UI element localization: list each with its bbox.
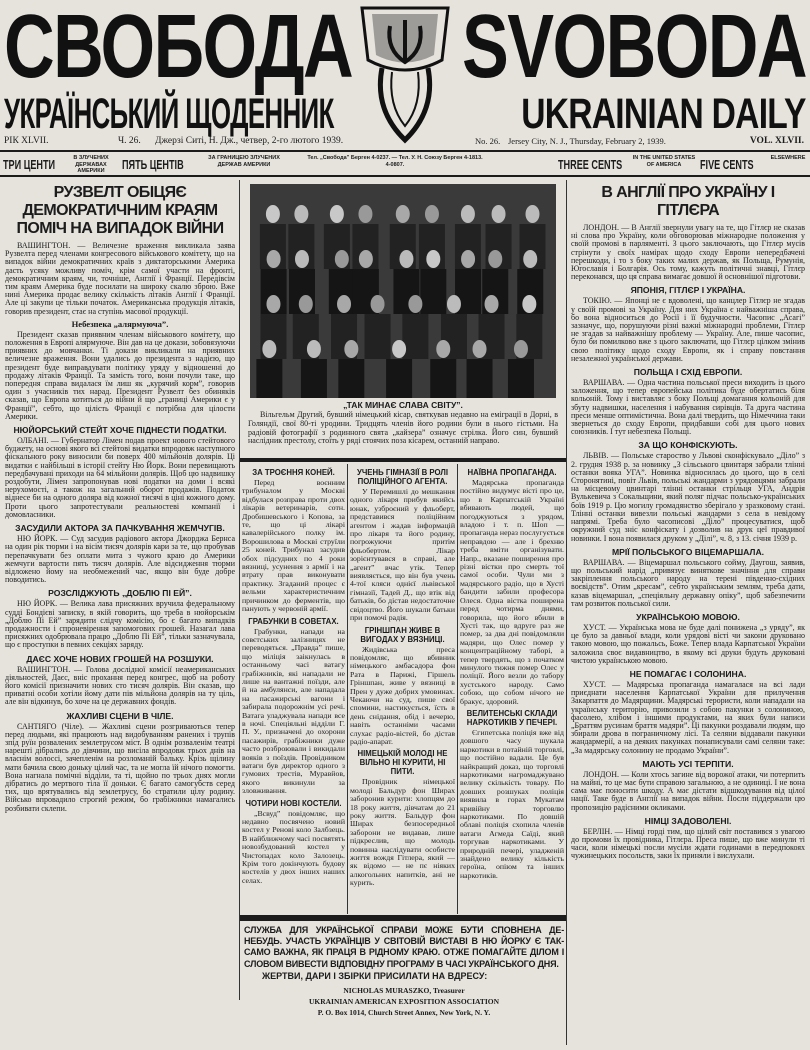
price-three-ua-note-wrap — [63, 155, 119, 175]
column-divider — [347, 464, 348, 914]
article-headline: ЖАХЛИВІ СЦЕНИ В ЧІЛЕ. — [66, 710, 174, 721]
price-three-en: THREE CENTS — [558, 157, 623, 172]
person-face — [485, 295, 499, 313]
person-face — [514, 340, 528, 358]
exposition-appeal-box — [244, 925, 564, 1018]
person-face — [461, 250, 475, 268]
article-headline: МРІЇ ПОЛЬСЬКОГО ВІЦЕМАРШАЛА. — [611, 546, 765, 557]
article-paragraph: НЮ ЙОРК. — Велика лава присяжних вручила федеральному судді Бондієві записку, в якій говорить, що треба в нюйорськім „Доблю Пі Ей” зарядити слідчу комісію, бо є багато випадків продажности і спроневірення запомогових грошей. Назагал лава присяжних одобрювала працю „Доблю Пі Ей”, тільки зазначувала, що є проступки в певних секціях заряду. — [5, 599, 235, 650]
column-mid-a — [242, 465, 345, 885]
price-five-ua-note-wrap — [196, 155, 292, 168]
exposition-appeal-text: СЛУЖБА ДЛЯ УКРАЇНСЬКОЇ СПРАВИ МОЖЕ БУТИ СПОВНЕНА ДЕ-НЕБУДЬ. УЧАСТЬ УКРАЇНЦІВ У СВІТОВІЙ ВИСТАВІ В НЮ ЙОРКУ Є ТАК-САМО ВАЖНА, ЯК ПРАЦЯ В РІДНОМУ КРАЮ. ОТЖЕ ПОМАГАЙТЕ ДІЛОМ І СЛОВОМ ВИВЕСТИ ВІДПОВІДНУ ПРОГРАМУ В ЧАСІ УКРАЇНСЬКОГО ДНЯ. — [244, 925, 564, 969]
person-face — [392, 340, 406, 358]
article-headline: ПОЛЬЩА І СХІД ЕВРОПИ. — [633, 367, 743, 378]
price-five-ua-note: ЗА ГРАНИЦЕЮ ЗЛУЧЕНИХ ДЕРЖАВ АМЕРИКИ — [208, 155, 280, 168]
article-paragraph: Провідник німецької молоді Бальдур фон Ширах заборонив курити: хлопцям до 18 року життя, дівчатам до 21 року життя. Бальдур фон Ширах безпосередньої заборони не видавав, лише підкреслив, що молодь повинна наслідувати особисте життя вождя Гітлера, який — як відомо — не пє ніяких алкогольних напитків, ані не курить. — [350, 777, 455, 888]
person-face — [426, 250, 440, 268]
photo-caption-title: „ТАК МИНАЄ СЛАВА СВІТУ”. — [343, 400, 463, 410]
phone-wrap — [305, 155, 485, 168]
article-headline: ДАЄС ХОЧЕ НОВИХ ГРОШЕЙ НА РОЗШУКИ. — [26, 653, 214, 664]
column-mid-b — [350, 465, 455, 888]
person-face — [267, 250, 281, 268]
article-paragraph: Жидівська преса повідомляє, що вбивник німецького амбасадора фон Рата в Парижі, Гіршель Гріншпан, живе у вязниці в Прен у дуже добрих умовинах. Чекаючи на суд, пише свої спомини, настикується, їсть в день снідання, обід і вечерю, навіть останніми часами слухає радіо-вістей, бо дістав радіо-апарат. — [350, 644, 455, 746]
trident-icon — [352, 0, 458, 145]
issue-english: No. 26. — [475, 136, 501, 146]
article-headline: УКРАЇНСЬКОЮ МОВОЮ. — [636, 611, 740, 622]
article-paragraph: ЛОНДОН. — Коли хтось загине від ворожої атаки, чи потерпить на майні, то це має бути справою загальною, а не одиниці. І не вона сама має поносити шкоду. А має дістати відшкодування від цілої нації. Таке буде в Англії на випадок війни. Посли піддержали цю пропозицію радісними окликами. — [571, 769, 805, 812]
person-face — [266, 295, 280, 313]
article-headline: ГРАБУНКИ В СОВЕТАХ. — [248, 616, 339, 626]
column-right — [571, 182, 805, 861]
person-face — [473, 340, 487, 358]
price-five-ua: ПЯТЬ ЦЕНТІВ — [122, 157, 184, 172]
person-face — [425, 205, 439, 223]
article-headline: НІМЦІ ЗАДОВОЛЕНІ. — [644, 815, 732, 826]
person-figure — [365, 314, 391, 359]
article-paragraph: ХУСТ. — Українська мова не буде далі понижена „з уряду”, як це було за давньої влади, коли урядові вісті чи закони друковано такою мовою, що пожальсь, Боже. Тепер влада Карпатської України заложила своє видавництво, в якому всі друки будуть друковані чистою українською мовою. — [571, 622, 805, 665]
price-three-ua-note: В ЗЛУЧЕНИХ ДЕРЖАВАХ АМЕРИКИ — [73, 155, 109, 174]
price-five-en-note-wrap — [768, 155, 808, 162]
person-face — [523, 250, 537, 268]
person-figure — [508, 359, 534, 398]
person-figure — [402, 314, 428, 359]
article-headline: РОЗСЛІДЖУЮТЬ „ДОБЛЮ ПІ ЕЙ”. — [48, 588, 192, 599]
masthead-title-english: SVOBODA — [461, 0, 806, 97]
article-paragraph: ОЛБАНІ. — Губернатор Лімен подав проект нового стейтового буджету, на основі якого всі стейтові видатки впродовж наступного фіскального року виносили би поверх 400 мільйонів долярів. Ці видатки є найбільші в історії стейту Ню Йорк. Вони перевищають передбачувані приходи на 64 мільйони долярів. Щоб цю надвишку роздобути, Лімен запропонував нові податки на доми і всякі нерухомості, а також на загальний оборот продажів. Податок віднесе би на одного доляра від кожної тисячі в ціні кожного дому. Проти цього запротестували реальностеві компанії і домовласники. — [5, 436, 235, 519]
person-face — [436, 340, 450, 358]
mailing-address: P. O. Box 1014, Church Street Annex, New York, N. Y. — [317, 1007, 491, 1017]
article-paragraph: „Всвуд” повідомляє, що недавно посвячено новий костел у Ренові коло Залбзець. В найближчому часі посвятять новозбудований костел у Чистопадах коло Залозець. Крім того докінчують будову костелів у двох інших наших селах. — [242, 808, 345, 885]
column-mid-c — [460, 465, 564, 880]
article-headline: В АНГЛІЇ ПРО УКРАЇНУ І ГІТЛЄРА — [601, 184, 775, 219]
photo-caption — [248, 400, 558, 446]
article-paragraph: У Перемишлі до мешкання одного лікаря прибув якийсь юнак, узброєний у фльоберт, представився поліційним агентом і жадав інформацій про лікаря та його родину, погрожуючи притім фльобертом. Лікар зорієнтувався в справі, але „агент” вчас утік. Тепер виявляється, що він був учень 4-тої кляси однієї львівської гімназії, Тадей Д., що втік від батьків, бо дістав недостаточне свідоцтво. Його шукали батьки при помочі радія. — [350, 487, 455, 623]
person-face — [266, 205, 280, 223]
person-figure — [467, 359, 493, 398]
article-paragraph: Мадярська пропаганда постійно видумує вісті про це, що в Карпатській Україні вбивають людей, що погоджуються з урядом, владою і т. п. Шоп — пропаганда нераз послугується неправдою — але і брехню треба вміти організувати. Напр., вказане поширення про різні вістки про смерть тої самої особи. Чули ми з мадярського радіо, що в Хусті бандити забили професора Олеся. Одна вістка поширена перед чотирма днями, говорила, що його вбили в Хусті так, що вдруге раз же помер, за два дні повідомляли мадяри, що Олес помер у концентраційному таборі, а тепер твердять, що з початком минулого тижня помер Олес у поліції. Його везли до табору хустського народу. Само собою, що собом нічого не бракує, здоровий. — [460, 478, 564, 706]
article-paragraph: Єгипетська поліція вже від довшого часу шукала наркотики в потайній торговлі, що постійно вадали. Це був найкращий доказ, що торговлі наркотиками нагромаджувано велику скількість товару. По довших розшуках поліція виявила в горах Мукатам кривійну торговлю наркотиками. По довшій облаві поліція схопила членів ватаги Агмеда Саїді, який торгував наркотиками. У природній печері, уладженій знайдено велику кількість героїна, опіюм та інших наркотиків. — [460, 727, 564, 880]
article-subheading: Небезпека „алярмуюча”. — [71, 318, 169, 329]
article-headline: НІМЕЦЬКІЙ МОЛОДІ НЕ ВІЛЬНО НІ КУРИТИ, НІ ПИТИ. — [357, 749, 448, 777]
article-headline: ГРІНШПАН ЖИВЕ В ВИГОДАХ У ВЯЗНИЦІ. — [360, 625, 445, 644]
article-paragraph: БЕРЛІН. — Німці горді тим, що цілий світ поставився з увагою до промови їх провідника, Гітлєра. Преса пише, що вже минули ті часи, коли німецькі посли мусіли ждати годинами в передпокоях чужинецьких посольств, заки їх приняли і вислухали. — [571, 826, 805, 861]
photo-caption-text: Вільгельм Другий, бувший німецький кісар, святкував недавно на еміграції в Дорні, в Голяндії, свої 80-ті уродини. Тридцять членів його родини були в нього гістьми. На радіовій фотографії з родинного свята „кайзера” означує стрілка. Його син, бувший наслідник престолу, стоїть у рядi стоячих поза кісарем, останній направо. — [248, 410, 558, 446]
person-face — [307, 340, 321, 358]
article-paragraph: ВАРШАВА. — Віцемаршал польського сойму, Даугош, заявив, що польський нарід „привязує виняткове значіння для справи закріплення польського народу на терені південно-східних воєвідств”. Отим „кресам”, себто українським землям, треба дати, казав віцемаршал, „спеціяльну державну опіку”, щоб забезпечити там розвиток польської сили. — [571, 557, 805, 608]
person-face — [344, 340, 358, 358]
article-headline: МАЮТЬ УСІ ТЕРПІТИ. — [642, 758, 734, 769]
person-face — [335, 250, 349, 268]
column-left — [5, 182, 235, 813]
person-face — [371, 295, 385, 313]
donation-instruction: ЖЕРТВИ, ДАРИ І ЗБІРКИ ПРИСИЛАТИ НА ВДРЕСУ: — [262, 970, 488, 981]
article-headline: ЗА ТРОЄННЯ КОНЕЙ. — [252, 468, 335, 477]
article-headline: НЮЙОРСЬКИЙ СТЕЙТ ХОЧЕ ПІДНЕСТИ ПОДАТКИ. — [13, 425, 227, 436]
person-face — [294, 205, 308, 223]
photo-rule — [240, 458, 566, 462]
volume-english: VOL. XLVII. — [749, 136, 804, 146]
article-paragraph: Перед воєнним трибуналом у Москві відбулася розправа проти двох лікарів ветеринарів, сотн. Дробишевського і Копова, за те, що ці лікарі кавалерійського полку ім. Ворошилова в Москві струїли 25 коней. Трибунал засудив обох підсудних по 4 роки вязниці, усунення з армії і на втрату прав виконувати практику. Згаданий процес є вельми характеристичним причинком до ферментів, що панують у червоній армії. — [242, 478, 345, 614]
person-figure — [430, 359, 456, 398]
person-face — [492, 205, 506, 223]
header-rule — [0, 150, 810, 152]
person-face — [262, 340, 276, 358]
banner-rule — [240, 915, 566, 921]
person-face — [447, 295, 461, 313]
person-face — [295, 250, 309, 268]
person-figure — [420, 269, 446, 314]
news-photo-kaiser-family — [250, 184, 556, 398]
person-figure — [301, 359, 327, 398]
place-date-ukrainian: Джерзі Ситі, Н. Дж., четвер, 2-го лютого 1939. — [155, 136, 344, 146]
masthead-subtitle-ukrainian: УКРАЇНСЬКИЙ ЩОДЕННИК — [4, 89, 334, 138]
article-headline: ЗА ЩО КОНФІСКУЮТЬ. — [638, 440, 738, 451]
phone-numbers: Тел. „Свобода” Берген 4-0237. — Тел. У. Н. Союзу Берген 4-1813. 4-0807. — [307, 155, 483, 168]
price-three-ua: ТРИ ЦЕНТИ — [3, 157, 56, 172]
person-face — [525, 205, 539, 223]
price-five-cents-en — [700, 156, 777, 174]
association-name: UKRAINIAN AMERICAN EXPOSITION ASSOCIATION — [308, 996, 500, 1006]
article-headline: НАЇВНА ПРОПАГАНДА. — [467, 468, 557, 477]
person-face — [330, 205, 344, 223]
person-face — [337, 295, 351, 313]
price-three-en-note-wrap — [632, 155, 696, 168]
article-paragraph: ВАШИНГТОН. — Голова дослідної комісії неамериканських діяльностей, Даєс, вніс прохання перед конгрес, щоб на роботу його комісії призначити нових сто тисяч долярів. Він сказав, що приватні особи хотіли йому дати пів мільйона долярів на ту ціль, але він відкинув, бо хоче на це державних фондів. — [5, 664, 235, 707]
person-face — [488, 250, 502, 268]
article-headline: ВЕЛИТЕНСЬКІ СКЛАДИ НАРКОТИКІВ У ПЕЧЕРІ. — [466, 708, 558, 727]
person-face — [522, 295, 536, 313]
article-headline: ЗАСУДИЛИ АКТОРА ЗА ПАЧКУВАННЯ ЖЕМЧУГІВ. — [15, 523, 225, 534]
column-divider — [457, 464, 458, 914]
masthead-subtitle-english: UKRAINIAN DAILY — [521, 89, 806, 138]
person-figure — [256, 359, 282, 398]
article-headline: ЯПОНІЯ, ГІТЛЄР І УКРАЇНА. — [630, 285, 746, 296]
person-face — [359, 250, 373, 268]
article-paragraph: ХУСТ. — Мадярська пропаганда намагалася на всі лади приєднати населення Карпатської України для прилучення Закарпаття до Мадярщини. Мадярські терористи, коли нападали на українську територію, привозили з собою пакунки з солониною, фасолею, хлібом і іншими продуктами, на яких були написи „Браттям русинам браття мадяри”. Ці пакунки роздавали людям, що збирали дрова в пограничному лісі. Та селяни віддавали пакунки жандармерії, а на деяких пакунках понаписували самі селяни таке: „За мадярську солонину не продамо України”. — [571, 679, 805, 755]
article-paragraph: САНТІЯГО (Чіле). — Жахливі сцени розгриваються тепер перед людьми, які працюють над видобуванням ранених і трупів зпід руїн розвалених землетрусом міст. В однім розваленім театрі нарешті дібрались до дівчини, що висіла впродовж трьох днів на власнім волоссі, зачепленім на розломаній бальку. Крізь щілину мати бачила свою доньку цілий час, та не могла їй нічого помогти. Вона нагнала помічні відділи, та ті, щойно по трьох днях могли дібратись до мертвого тіла її доньки. Є багато самогубств серед тих, що врятувались від землетрусу, бо стратили цілу родину. Військо впровадило строгий режим, бо грабіжники намагались розбивати склепи. — [5, 721, 235, 813]
price-five-en: FIVE CENTS — [700, 157, 754, 172]
article-headline: НЕ ПОМАГАЄ І СОЛОНИНА. — [629, 668, 747, 679]
article-paragraph: ВАШИНГТОН. — Величезне враження викликала заява Рузвелта перед членами конгресового військового комітету, що на випадок війни демократичних країв з диктаторськими Америка дасть усяку можливу поміч, крім самої участи на фронті, демократичним краям, чи, точніше, Англії і Франції. Передівсім тим краям Америка буде посилати на широку скалю зброю. Вже нині Америка продає велику скількість літаків Англії і Франції. Але ці закупи це тільки початок. Американська продукція літаків, говорив президент, стає на ступінь масової продукції. — [5, 241, 235, 316]
article-paragraph: Грабунки, напади на совєтських залізницях не переводяться. „Правда” пише, що міліція заікнулась в останньому часі ватагу грабіжників, які нападали не лише на вантажні поїзди, але й на амбулянси, але нападала на пасажирські вагони і забирала подорожнім усі речі. Ватага уладжувала напади все в ночі. Спеціяльні відділи Г. П. У., призначені до охорони пасажирів, грабіжники дуже часто розброювали і викидали вояків з поїздів. Провідником ватаги був директор одного з гумових трестів, Муравйов, якого викинули за зловживання. — [242, 626, 345, 796]
article-paragraph: ВАРШАВА. — Одна частина польської преси виходить із цього заложення, що тепер европейська політика буде обертатись біля кольоній. Тому і виставляє з боку Польщі домагання кольоній для збуту надвишки, населення і набування сирівців. Та друга частина преси менше оптимістична. Вона далі твердить, що Німеччина таки звернеться до сходу Европи, придбавши собі для цього нових союзників. І тут небезпека Польщі. — [571, 378, 805, 437]
article-paragraph: ТОКІЮ. — Японці не є вдоволені, що канцлер Гітлєр не згадав у своїй промові за Україну. Для них Україна є найважніша справа, бо вона відноситься до Росії і її будучности. Часопис „Асагі” зазначує, що, порушуючи різні важні міжнародні проблеми, Гітлєр не згадав за найважнішу проблему — Україну. Але, пише часопис, було би помилково вже з цього заключати, що Гітлєр цілком змінив свою політику щодо сходу Европи, як і справу повстання незалежної української держави. — [571, 296, 805, 363]
masthead-title-ukrainian: СВОБОДА — [4, 0, 353, 97]
article-paragraph: Президент сказав приявним членам військового комітету, що положення в Европі алярмуюче. Він дав на це докази, зобовязуючи приявних до мовчанки. Ті докази викликали на приявних величезне враження. Вони удались до президента з надією, що президент буде виправдувати політику уряду у відношенні до продажу літаків Франції. Та замість того, вони почули таке, що попередня справа видалася їм лиш як „курячий корм”, говорив один з учасників тих нарад. Президент Рузвелт без обиняків сказав, що Европа котиться до війни й що „границі Америки є у Франції”, себто, що цілість Франції є потрібна для цілости Америки. — [5, 329, 235, 421]
person-face — [408, 295, 422, 313]
article-headline: РУЗВЕЛТ ОБІЦЯЄ ДЕМОКРАТИЧНИМ КРАЯМ ПОМІЧ НА ВИПАДОК ВІЙНИ — [16, 184, 224, 237]
price-five-en-note: ELSEWHERE — [770, 155, 806, 161]
header-rule-bottom — [0, 175, 810, 177]
column-divider — [239, 180, 240, 1000]
person-face — [358, 205, 372, 223]
article-paragraph: НЮ ЙОРК. — Суд засудив радіового актора Джорджа Бернса на один рік тюрми і на вісім тисяч долярів кари за те, що пробував перепачкувати без оплати мита з чужого краю до Америки жемчуги вартости пять тисяч долярів. Але відсидження тюрми відложено йому на необмежений час, якщо він буде добре поводитись. — [5, 534, 235, 585]
person-face — [399, 250, 413, 268]
person-face — [299, 295, 313, 313]
person-face — [396, 205, 410, 223]
place-date-english: Jersey City, N. J., Thursday, February 2, 1939. — [508, 136, 666, 146]
article-paragraph: ЛОНДОН. — В Англії звернули увагу на те, що Гітлєр не сказав ні слова про Україну, коли обговорював міжнародне положення у своїй промові в парляменті. З цього заключають, що Гітлєр мусів стрінути у своїх намірах щодо сходу Европи непередбачені перешкоди, і то з боку таких малих держав, як Польща, Румунія, Югославія і Болгарія. Ось тому, кажуть політичні знавці, Гітлєр переконався, що ця справа вимагає довшої й основнішої підготови. — [571, 223, 805, 282]
article-headline: УЧЕНЬ ГІМНАЗІЇ В РОЛІ ПОЛІЦІЙНОГО АГЕНТА. — [356, 468, 449, 486]
treasurer-name: NICHOLAS MURASZKO, Treasurer — [343, 985, 465, 995]
person-figure — [338, 359, 364, 398]
person-figure — [386, 359, 412, 398]
column-divider — [566, 180, 567, 1045]
issue-ukrainian: Ч. 26. — [118, 136, 141, 146]
article-headline: ЧОТИРИ НОВІ КОСТЕЛИ. — [245, 798, 342, 808]
price-three-en-note: IN THE UNITED STATES OF AMERICA — [632, 155, 696, 168]
year-ukrainian: РІК XLVII. — [4, 136, 49, 146]
article-paragraph: ЛЬВІВ. — Польське староство у Львові сконфіскувало „Діло” з 2. грудня 1938 р. за новинку „З сільського цвинтаря забрали тлінні останки вояка УГА”. Новинка відносилась до цього, що в селі Сторонятині, повіт Львів, польські жандарми з урядовцями забрали на місцевому цвинтарі тлінні останки стрільця УГА, Андрія Вулькевича з Сокальщини, який поляг підчас польсько-українських боїв 1919 р. Цю могилу громадянство зберігало у зразковому стані. Тлінні останки вивезли польські жандарми з села в невідому напрямі. Треба було часописові „Діло” процесуватися, щоб окружний суд зніс конфіскату і дозволив на друк цеї правдивої новинки. І вона появилася друком у „Ділі”, ч. 8, з 13. січня 1939 р. — [571, 451, 805, 543]
person-face — [461, 205, 475, 223]
